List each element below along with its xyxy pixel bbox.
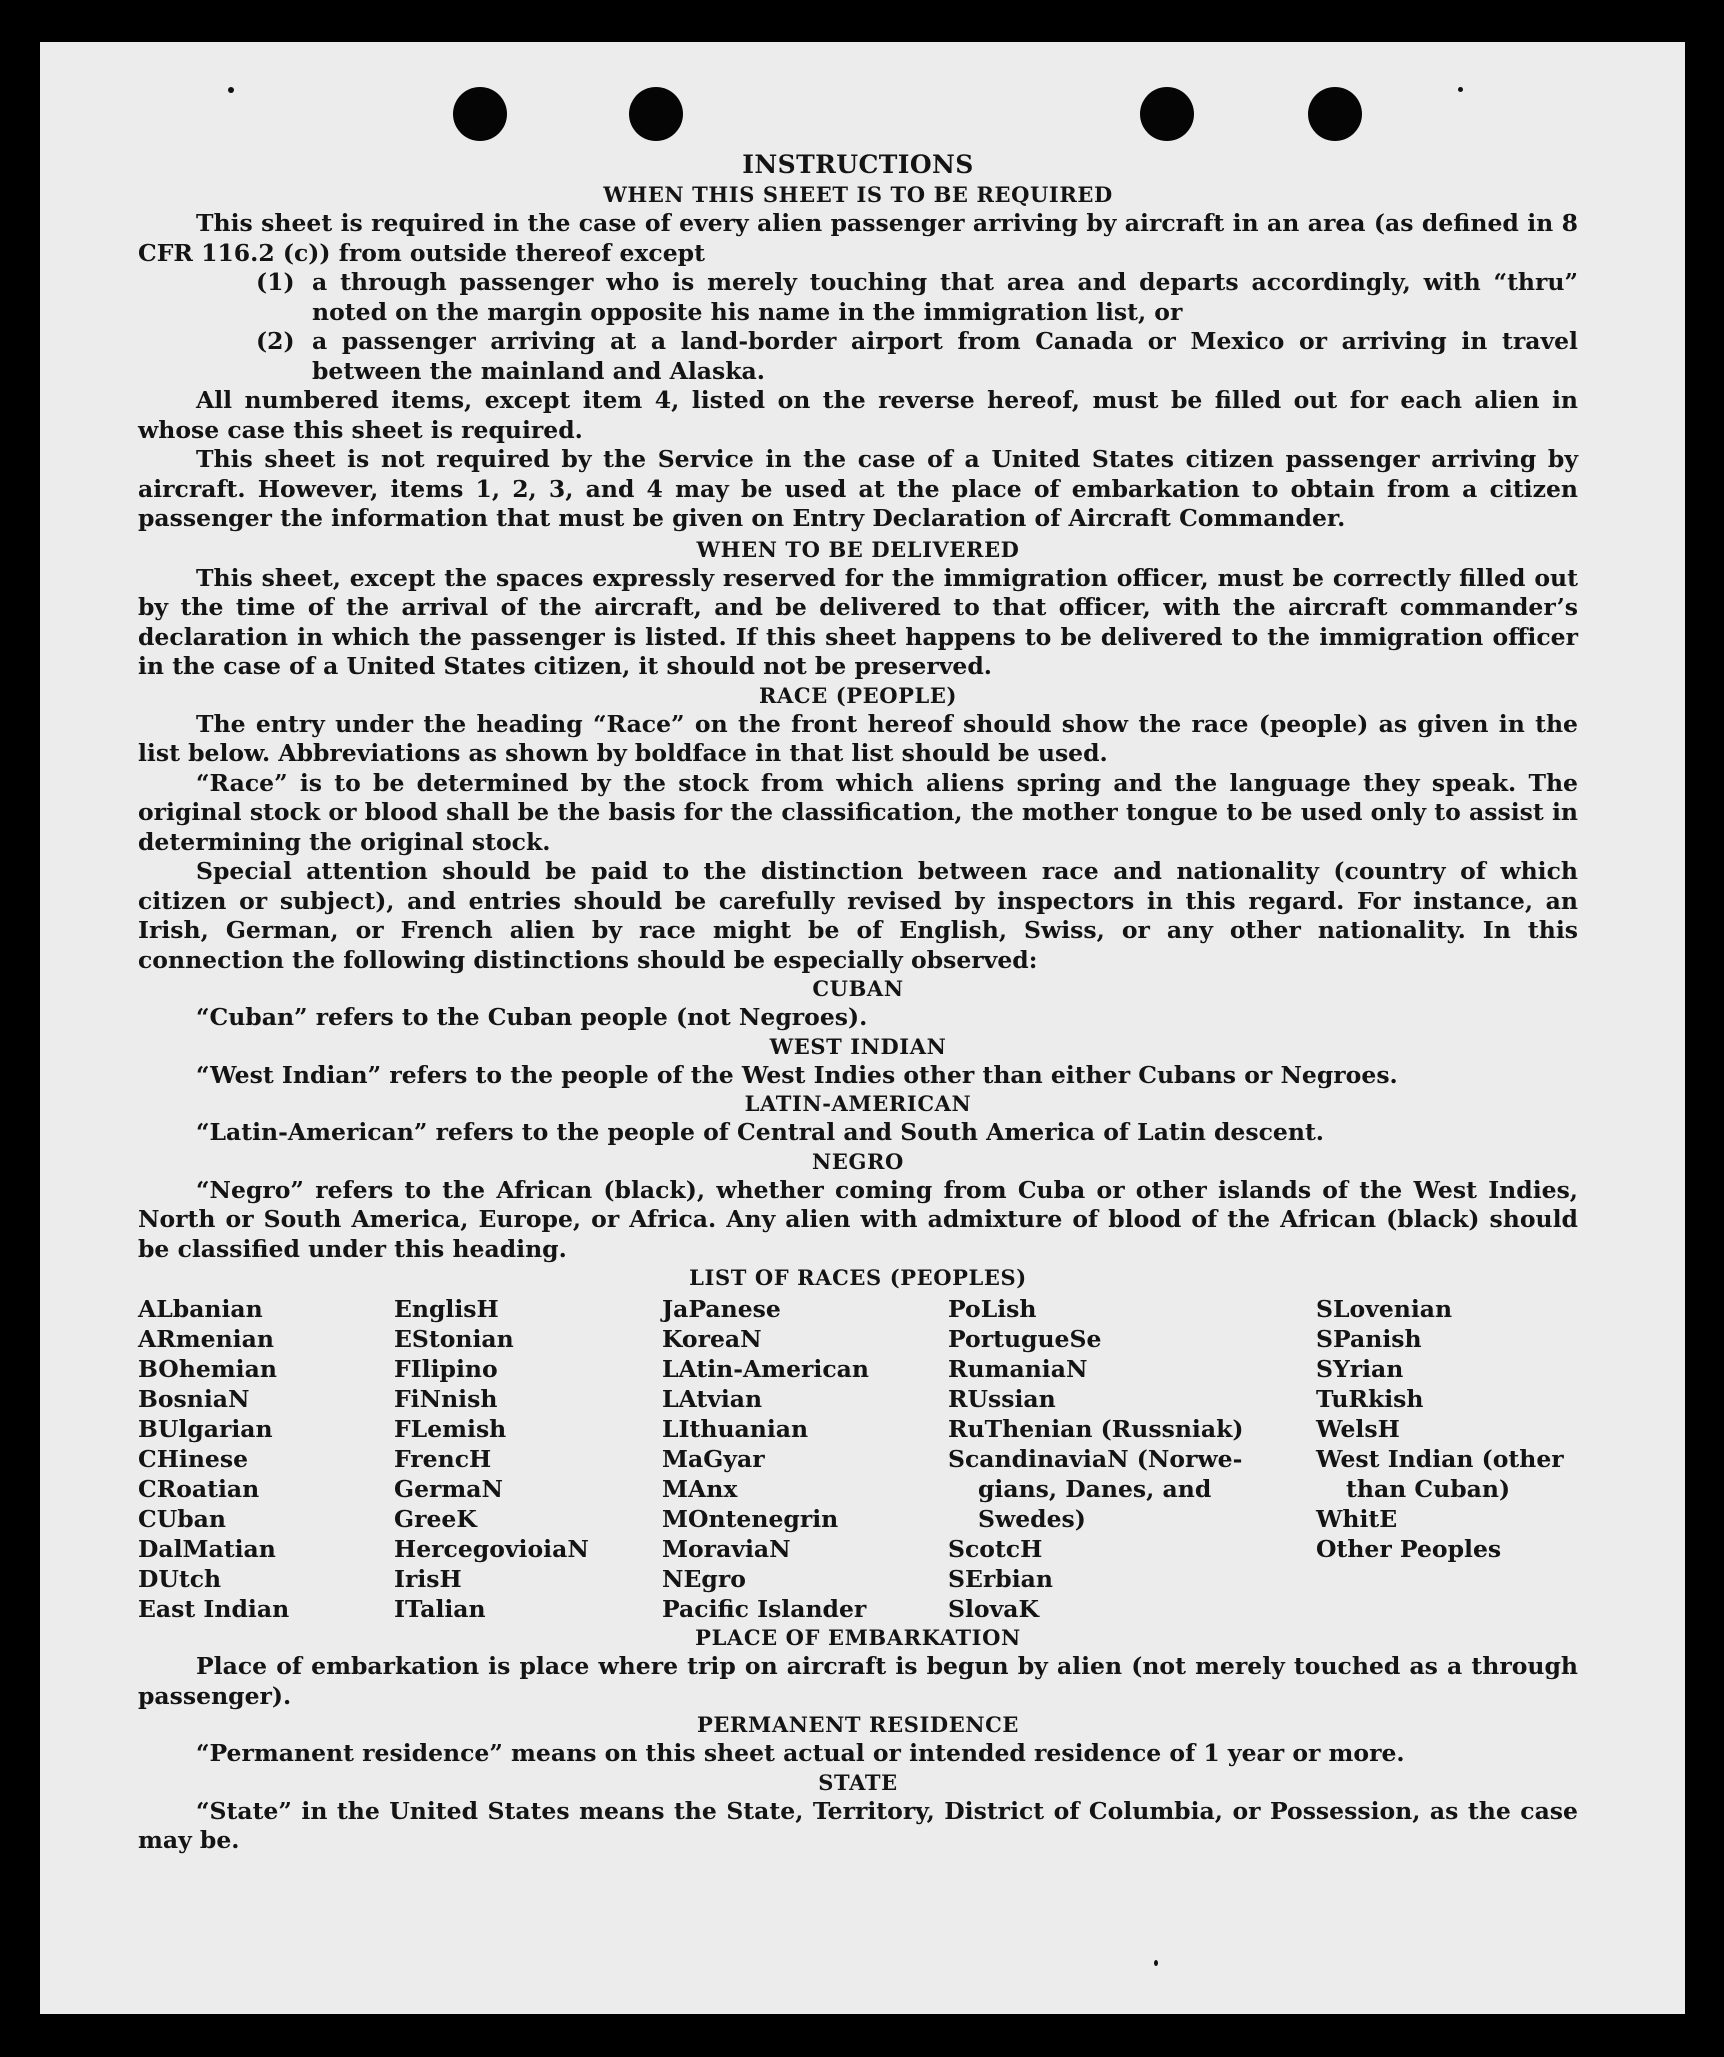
- race-entry: LIthuanian: [662, 1415, 809, 1443]
- race-entry: CRoatian: [138, 1475, 260, 1503]
- race-entry: CUban: [138, 1505, 226, 1533]
- west-indian-heading: WEST INDIAN: [769, 1033, 947, 1059]
- when-delivered-heading: WHEN TO BE DELIVERED: [696, 536, 1020, 562]
- paragraph: The entry under the heading “Race” on the front hereof should show the race (people) as given in the list below. Abbreviations as shown by boldface in that list should be used.: [138, 709, 1578, 767]
- race-entry: DalMatian: [138, 1535, 276, 1563]
- race-entry: ScotcH: [948, 1535, 1043, 1563]
- race-entry: SYrian: [1316, 1355, 1404, 1383]
- race-entry: EStonian: [394, 1325, 514, 1353]
- race-entry: ALbanian: [138, 1295, 263, 1323]
- race-entry: Other Peoples: [1316, 1535, 1502, 1563]
- race-entry: JaPanese: [662, 1295, 781, 1323]
- race-entry: RumaniaN: [948, 1355, 1088, 1383]
- race-entry: GermaN: [394, 1475, 503, 1503]
- race-entry: MOntenegrin: [662, 1505, 839, 1533]
- paragraph: All numbered items, except item 4, listed on the reverse hereof, must be filled out for each alien in whose case this sheet is required.: [138, 386, 1578, 444]
- races-column: [1316, 1294, 1578, 1624]
- race-entry: ScandinaviaN (Norwe-: [948, 1445, 1243, 1473]
- race-entry: HercegovioiaN: [394, 1535, 589, 1563]
- races-table: [138, 1294, 1578, 1624]
- speck: [228, 87, 234, 93]
- races-column: [394, 1294, 662, 1624]
- race-entry: WhitE: [1316, 1505, 1398, 1533]
- paragraph: “Permanent residence” means on this sheet actual or intended residence of 1 year or more.: [196, 1739, 1405, 1767]
- race-entry: Pacific Islander: [662, 1595, 867, 1623]
- list-number: (1): [256, 268, 295, 296]
- race-entry: FIlipino: [394, 1355, 498, 1383]
- race-entry: MaGyar: [662, 1445, 765, 1473]
- paragraph: Special attention should be paid to the distinction between race and nationality (country of which citizen or subject), and entries should be carefully revised by inspectors in this regard. For instance, an Irish, German, or French alien by race might be of English, Swiss, or any other nationality. In this connection the following distinctions should be especially observed:: [138, 857, 1578, 974]
- cuban-heading: CUBAN: [812, 976, 904, 1001]
- paragraph: “State” in the United States means the State, Territory, District of Columbia, or Possession, as the case may be.: [138, 1796, 1578, 1854]
- punch-hole: [1308, 87, 1362, 141]
- race-entry: CHinese: [138, 1445, 249, 1473]
- negro-heading: NEGRO: [812, 1148, 904, 1174]
- list-item: [138, 327, 1578, 386]
- paragraph: “Race” is to be determined by the stock from which aliens spring and the language they speak. The original stock or blood shall be the basis for the classification, the mother tongue to be used only to assist in determining the original stock.: [138, 768, 1578, 856]
- race-entry: MoraviaN: [662, 1535, 791, 1563]
- race-entry: West Indian (other: [1316, 1445, 1564, 1473]
- race-entry: MAnx: [662, 1475, 738, 1503]
- list-text: a passenger arriving at a land-border airport from Canada or Mexico or arriving in travel between the mainland and Alaska.: [312, 327, 1578, 385]
- races-column: [138, 1294, 394, 1624]
- paragraph: “Cuban” refers to the Cuban people (not Negroes).: [196, 1003, 868, 1031]
- instructions-title: INSTRUCTIONS: [742, 150, 974, 179]
- paragraph: This sheet is required in the case of every alien passenger arriving by aircraft in an area (as defined in 8 CFR 116.2 (c)) from outside thereof except: [138, 209, 1578, 267]
- race-entry: TuRkish: [1316, 1385, 1424, 1413]
- paragraph: “Negro” refers to the African (black), whether coming from Cuba or other islands of the West Indies, North or South America, Europe, or Africa. Any alien with admixture of blood of the African (black) should be classified under this heading.: [138, 1175, 1578, 1263]
- residence-heading: PERMANENT RESIDENCE: [696, 1712, 1020, 1737]
- paragraph: “West Indian” refers to the people of the West Indies other than either Cubans or Negroes.: [196, 1060, 1398, 1089]
- race-entry: SLovenian: [1316, 1295, 1453, 1323]
- embarkation-heading: PLACE OF EMBARKATION: [695, 1625, 1021, 1650]
- race-heading: RACE (PEOPLE): [758, 682, 958, 708]
- race-entry: RuThenian (Russniak): [948, 1415, 1244, 1443]
- race-entry: DUtch: [138, 1565, 222, 1593]
- list-item: [138, 268, 1578, 327]
- speck: [1154, 1960, 1158, 1966]
- races-column: [948, 1294, 1316, 1624]
- paragraph: “Latin-American” refers to the people of Central and South America of Latin descent.: [196, 1118, 1324, 1146]
- race-entry: BUlgarian: [138, 1415, 273, 1443]
- race-entry: than Cuban): [1346, 1475, 1511, 1503]
- race-entry: PoLish: [948, 1295, 1037, 1323]
- state-heading: STATE: [818, 1769, 898, 1795]
- race-entry: WelsH: [1316, 1415, 1400, 1443]
- race-entry: gians, Danes, and: [978, 1475, 1212, 1503]
- paragraph: This sheet, except the spaces expressly reserved for the immigration officer, must be correctly filled out by the time of the arrival of the aircraft, and be delivered to that officer, with the aircraft commander’s declaration in which the passenger is listed. If this sheet happens to be delivered to the immigration officer in the case of a United States citizen, it should not be preserved.: [138, 563, 1578, 680]
- race-entry: EnglisH: [394, 1295, 499, 1323]
- punch-hole: [1140, 87, 1194, 141]
- race-entry: GreeK: [394, 1505, 477, 1533]
- race-entry: BosniaN: [138, 1385, 250, 1413]
- race-entry: IrisH: [394, 1565, 462, 1593]
- race-entry: LAtvian: [662, 1385, 763, 1413]
- race-entry: East Indian: [138, 1595, 290, 1623]
- list-text: a through passenger who is merely touching that area and departs accordingly, with “thru” noted on the margin opposite his name in the immigration list, or: [312, 268, 1578, 326]
- race-entry: ARmenian: [138, 1325, 274, 1353]
- race-entry: SlovaK: [948, 1595, 1039, 1623]
- punch-hole: [453, 87, 507, 141]
- when-required-heading: WHEN THIS SHEET IS TO BE REQUIRED: [603, 182, 1113, 207]
- paragraph: Place of embarkation is place where trip on aircraft is begun by alien (not merely touched as a through passenger).: [138, 1652, 1578, 1710]
- races-column: [662, 1294, 948, 1624]
- race-entry: KoreaN: [662, 1325, 762, 1353]
- latin-american-heading: LATIN-AMERICAN: [744, 1091, 972, 1116]
- paragraph: This sheet is not required by the Service in the case of a United States citizen passenger arriving by aircraft. However, items 1, 2, 3, and 4 may be used at the place of embarkation to obtain from a citizen passenger the information that must be given on Entry Declaration of Aircraft Commander.: [138, 445, 1578, 532]
- punch-hole: [629, 87, 683, 141]
- races-list-heading: LIST OF RACES (PEOPLES): [689, 1265, 1027, 1290]
- race-entry: SErbian: [948, 1565, 1053, 1593]
- race-entry: SPanish: [1316, 1325, 1422, 1353]
- document-page: [40, 42, 1685, 2014]
- race-entry: FLemish: [394, 1415, 507, 1443]
- race-entry: Swedes): [978, 1505, 1086, 1533]
- race-entry: RUssian: [948, 1385, 1056, 1413]
- race-entry: FrencH: [394, 1445, 492, 1473]
- race-entry: BOhemian: [138, 1355, 277, 1383]
- race-entry: FiNnish: [394, 1385, 498, 1413]
- race-entry: LAtin-American: [662, 1355, 869, 1383]
- race-entry: ITalian: [394, 1595, 486, 1623]
- list-number: (2): [256, 327, 295, 355]
- speck: [1458, 87, 1463, 92]
- instructions-text: [138, 148, 1578, 1856]
- race-entry: NEgro: [662, 1565, 746, 1593]
- race-entry: PortugueSe: [948, 1325, 1102, 1353]
